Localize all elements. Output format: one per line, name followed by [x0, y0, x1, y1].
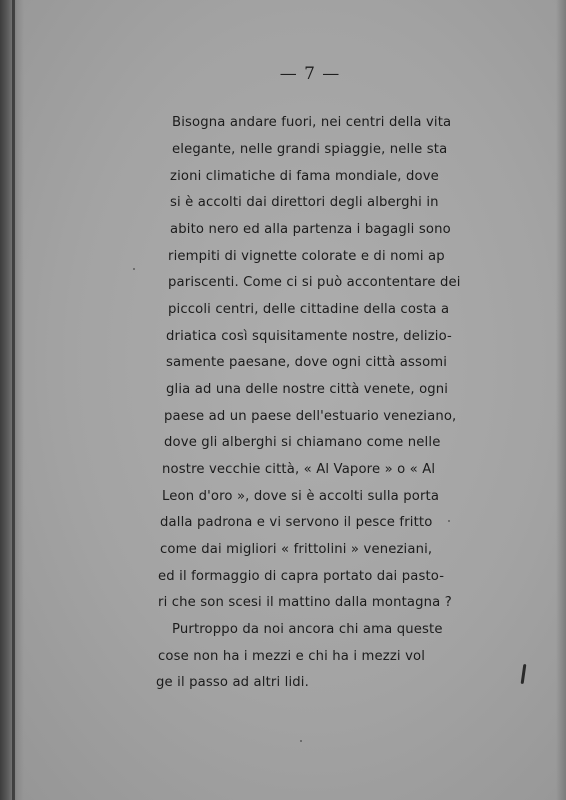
text-line: abito nero ed alla partenza i bagagli sono	[170, 222, 451, 237]
text-line: Bisogna andare fuori, nei centri della vita	[172, 115, 452, 130]
text-line: dove gli alberghi si chiamano come nelle	[164, 435, 441, 450]
binding-edge-line	[12, 0, 15, 800]
text-line: samente paesane, dove ogni città assomi	[166, 355, 448, 370]
text-line: si è accolti dai direttori degli alberghi in	[170, 195, 439, 210]
text-line: dalla padrona e vi servono il pesce fritto	[160, 515, 433, 530]
paper-speck	[300, 740, 302, 742]
text-line: cose non ha i mezzi e chi ha i mezzi vol	[158, 649, 426, 664]
text-line: come dai migliori « frittolini » veneziani,	[160, 542, 433, 557]
text-line: Purtroppo da noi ancora chi ama queste	[172, 622, 443, 637]
text-line: ri che son scesi il mattino dalla montagna ?	[158, 595, 452, 610]
text-line: pariscenti. Come ci si può accontentare dei	[168, 275, 461, 290]
ink-mark	[521, 664, 527, 684]
text-line: paese ad un paese dell'estuario veneziano,	[164, 409, 457, 424]
text-line: zioni climatiche di fama mondiale, dove	[170, 169, 439, 184]
paper-speck	[448, 520, 450, 522]
page-right-edge	[556, 0, 566, 800]
page-number: — 7 —	[279, 64, 341, 84]
text-line: ed il formaggio di capra portato dai pasto-	[158, 569, 445, 584]
text-line: ge il passo ad altri lidi.	[156, 675, 309, 690]
text-line: glia ad una delle nostre città venete, ogni	[166, 382, 449, 397]
paper-speck	[133, 268, 135, 270]
text-line: elegante, nelle grandi spiaggie, nelle sta	[172, 142, 448, 157]
text-line: Leon d'oro », dove si è accolti sulla porta	[162, 489, 440, 504]
text-line: piccoli centri, delle cittadine della costa a	[168, 302, 450, 317]
text-line: riempiti di vignette colorate e di nomi ap	[168, 249, 445, 264]
text-line: nostre vecchie città, « Al Vapore » o « Al	[162, 462, 436, 477]
text-line: driatica così squisitamente nostre, delizio-	[166, 329, 452, 344]
